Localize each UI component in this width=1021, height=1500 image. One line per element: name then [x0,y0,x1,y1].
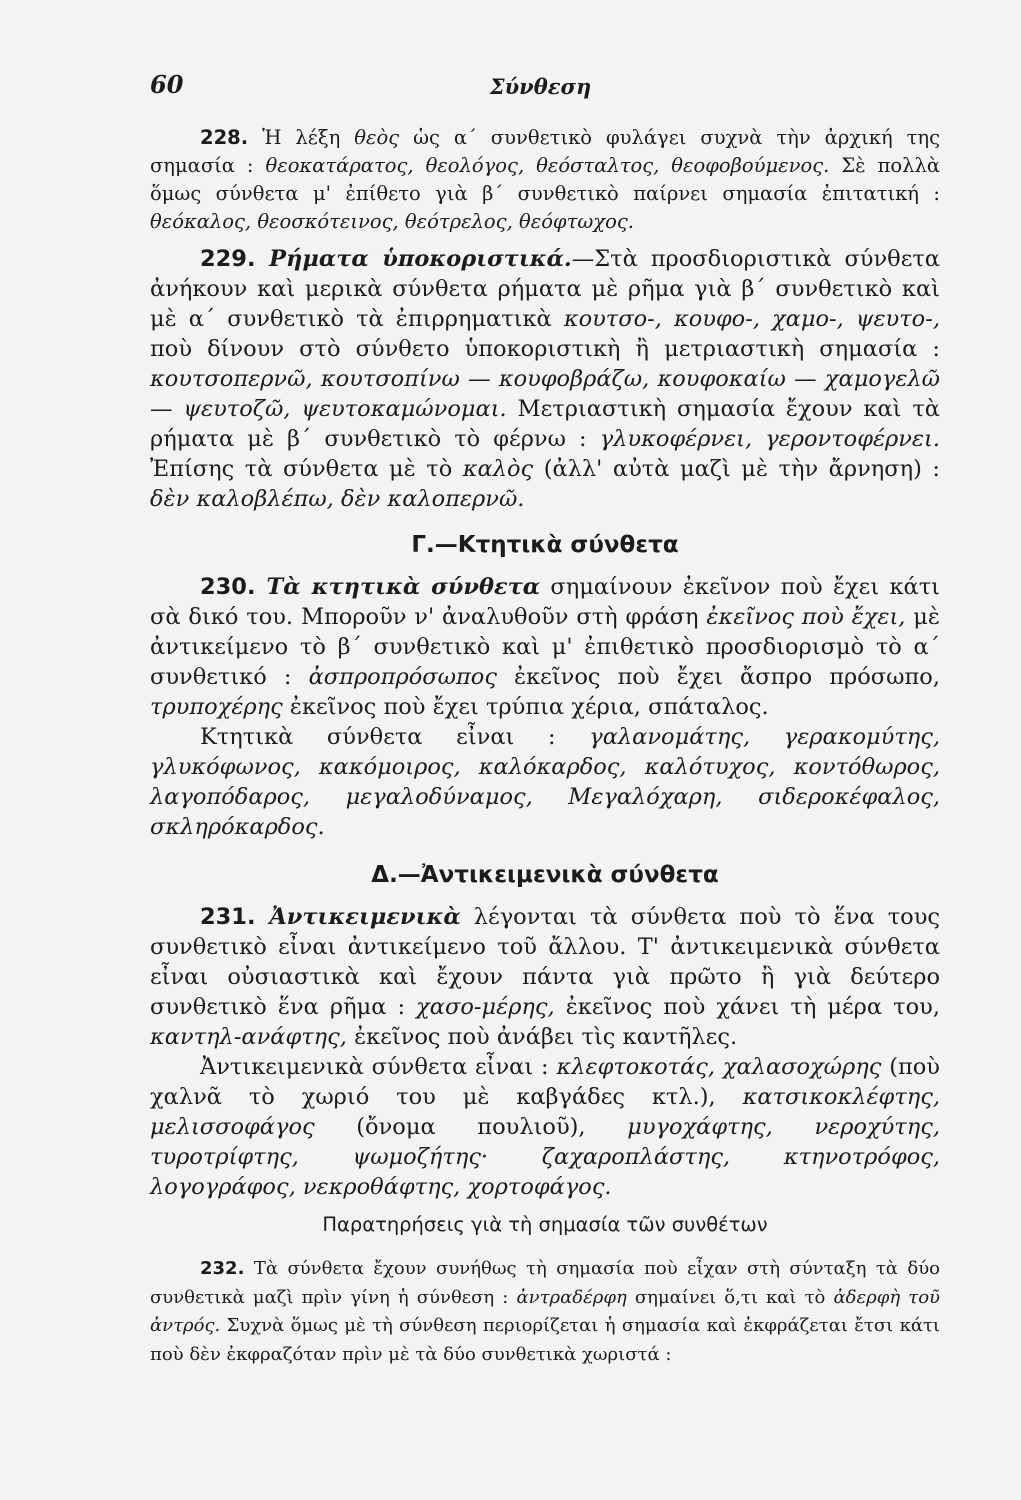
italic-run: θεὸς [354,126,400,149]
paragraph-232 [150,1255,940,1369]
text-run: σημαίνουν ἐκεῖνον ποὺ ἔχει κάτι σὰ δικό του. Μποροῦν ν' ἀναλυθοῦν στὴ φράση [150,574,941,630]
paragraph-231 [150,902,940,1202]
section-number: 230. [200,574,256,600]
italic-run: ἀντραδέρφη [516,1286,627,1308]
text-run: ἐκεῖνος ποὺ ἔχει τρύπια χέρια, σπάταλος. [282,694,769,720]
page-number: 60 [150,70,184,99]
italic-run: μυγοχάφτης, νεροχύτης, τυροτρίφτης, ψωμοζήτης· ζαχαροπλάστης, κτηνοτρόφος, λογογράφος, νεκροθάφτης, χορτοφάγος. [150,1114,940,1200]
text-run: (ποὺ χαλνᾶ τὸ χωριό του μὲ καβγάδες κτλ.), [150,1054,940,1110]
italic-run: κουτσο-, κουφο-, χαμο-, ψευτο-, [563,306,940,332]
text-run: Σὲ πολλὰ ὅμως σύνθετα μ' ἐπίθετο γιὰ β΄ συνθετικὸ παίρνει σημασία ἐπιτατική : [150,154,941,205]
text-run: σημαίνει ὅ,τι καὶ τὸ [626,1286,834,1308]
section-title: Ἀντικειμενικὰ [255,904,461,930]
text-run: (ὄνομα πουλιοῦ), [314,1114,628,1140]
text-run: Ἡ λέξη [248,126,355,149]
italic-run: θεοκατάρατος, θεολόγος, θεόσταλτος, θεοφοβούμενος. [265,154,830,177]
text-run: Συχνὰ ὅμως μὲ τὴ σύνθεση περιορίζεται ἡ σημασία καὶ ἐκφράζεται ἔτσι κάτι ποὺ δὲν ἐκφραζόταν πρὶν μὲ τὰ δύο συνθετικὰ χωριστά : [150,1315,940,1365]
running-title: Σύνθεση [489,74,592,99]
text-run: Κτητικὰ σύνθετα εἶναι : [200,724,590,750]
text-run: ἐκεῖνος ποὺ χάνει τὴ μέρα του, [554,994,940,1020]
section-number: 229. [200,246,256,272]
italic-run: καντηλ-ανάφτης, [150,1024,347,1050]
text-run: ἐκεῖνος ποὺ ἀνάβει τὶς καντῆλες. [346,1024,738,1050]
italic-run: ἐκεῖνος ποὺ ἔχει, [706,604,906,630]
italic-run: κουτσοπερνῶ, κουτσοπίνω — κουφοβράζω, κουφοκαίω — χαμογελῶ — ψευτοζῶ, ψευτοκαμώνομαι. [150,366,940,422]
text-run: μὲ ἀντικείμενο τὸ β΄ συνθετικὸ καὶ μ' ἐπιθετικὸ προσδιορισμὸ τὸ α΄ συνθετικό : [150,604,940,690]
section-number: 228. [200,126,249,149]
italic-run: ἀσπροπρόσωπος [308,664,497,690]
observations-heading: Παρατηρήσεις γιὰ τὴ σημασία τῶν συνθέτων [322,1213,768,1236]
text-run: Τὰ σύνθετα ἔχουν συνήθως τὴ σημασία ποὺ εἶχαν στὴ σύνταξη τὰ δύο συνθετικὰ μαζὶ πρὶν γίνη ἡ σύνθεση : [150,1258,940,1308]
section-number: 232. [200,1258,245,1279]
italic-run: τρυποχέρης [150,694,283,720]
italic-run: θεόκαλος, θεοσκότεινος, θεότρελος, θεόφτωχος. [150,210,634,233]
paragraph-229 [150,244,940,514]
section-heading-ktitika: Γ.—Κτητικὰ σύνθετα [411,532,679,558]
text-run: ποὺ δίνουν στὸ σύνθετο ὑποκοριστικὴ ἢ μετριαστικὴ σημασία : [150,336,940,362]
italic-run: κατσικοκλέφτης, μελισσοφάγος [150,1084,940,1140]
italic-run: καλὸς [462,456,534,482]
section-number: 231. [200,904,256,930]
paragraph-228 [150,124,940,236]
section-heading-antikeimenika: Δ.—Ἀντικειμενικὰ σύνθετα [371,862,719,888]
italic-run: γλυκοφέρνει, γεροντοφέρνει. [599,426,940,452]
text-run: Ἐπίσης τὰ σύνθετα μὲ τὸ [150,456,463,482]
italic-run: χασο-μέρης, [416,994,555,1020]
text-run: (ἀλλ' αὐτὰ μαζὶ μὲ τὴν ἄρνηση) : [533,456,940,482]
text-run: ὡς α΄ συνθετικὸ φυλάγει συχνὰ τὴν ἀρχική της σημασία : [150,126,941,177]
italic-run: γαλανομάτης, γερακομύτης, γλυκόφωνος, κακόμοιρος, καλόκαρδος, καλότυχος, κοντόθωρος, λαγοπόδαρος, μεγαλοδύναμος, Μεγαλόχαρη, σιδεροκέφαλος, σκληρόκαρδος. [150,724,940,840]
text-run: ἐκεῖνος ποὺ ἔχει ἄσπρο πρόσωπο, [496,664,940,690]
text-run: —Στὰ προσδιοριστικὰ σύνθετα ἀνήκουν καὶ μερικὰ σύνθετα ρήματα μὲ ρῆμα γιὰ β΄ συνθετικὸ καὶ μὲ α΄ συνθετικὸ τὰ ἐπιρρηματικὰ [150,246,941,332]
section-title: Ρήματα ὑποκοριστικά. [255,246,572,272]
paragraph-230 [150,572,940,842]
text-run: λέγονται τὰ σύνθετα ποὺ τὸ ἕνα τους συνθετικὸ εἶναι ἀντικείμενο τοῦ ἄλλου. Τ' ἀντικειμενικὰ σύνθετα εἶναι οὐσιαστικὰ καὶ ἔχουν πάντα γιὰ πρῶτο ἢ γιὰ δεύτερο συνθετικὸ ἕνα ρῆμα : [150,904,940,1020]
section-title: Τὰ κτητικὰ σύνθετα [255,574,541,600]
italic-run: κλεφτοκοτάς, χαλασοχώρης [556,1054,882,1080]
italic-run: ἀδερφὴ τοῦ ἀντρός. [150,1286,940,1336]
text-run: Ἀντικειμενικὰ σύνθετα εἶναι : [200,1054,557,1080]
italic-run: δὲν καλοβλέπω, δὲν καλοπερνῶ. [150,486,525,512]
text-run: Μετριαστικὴ σημασία ἔχουν καὶ τὰ ρήματα μὲ β΄ συνθετικὸ τὸ φέρνω : [150,396,940,452]
